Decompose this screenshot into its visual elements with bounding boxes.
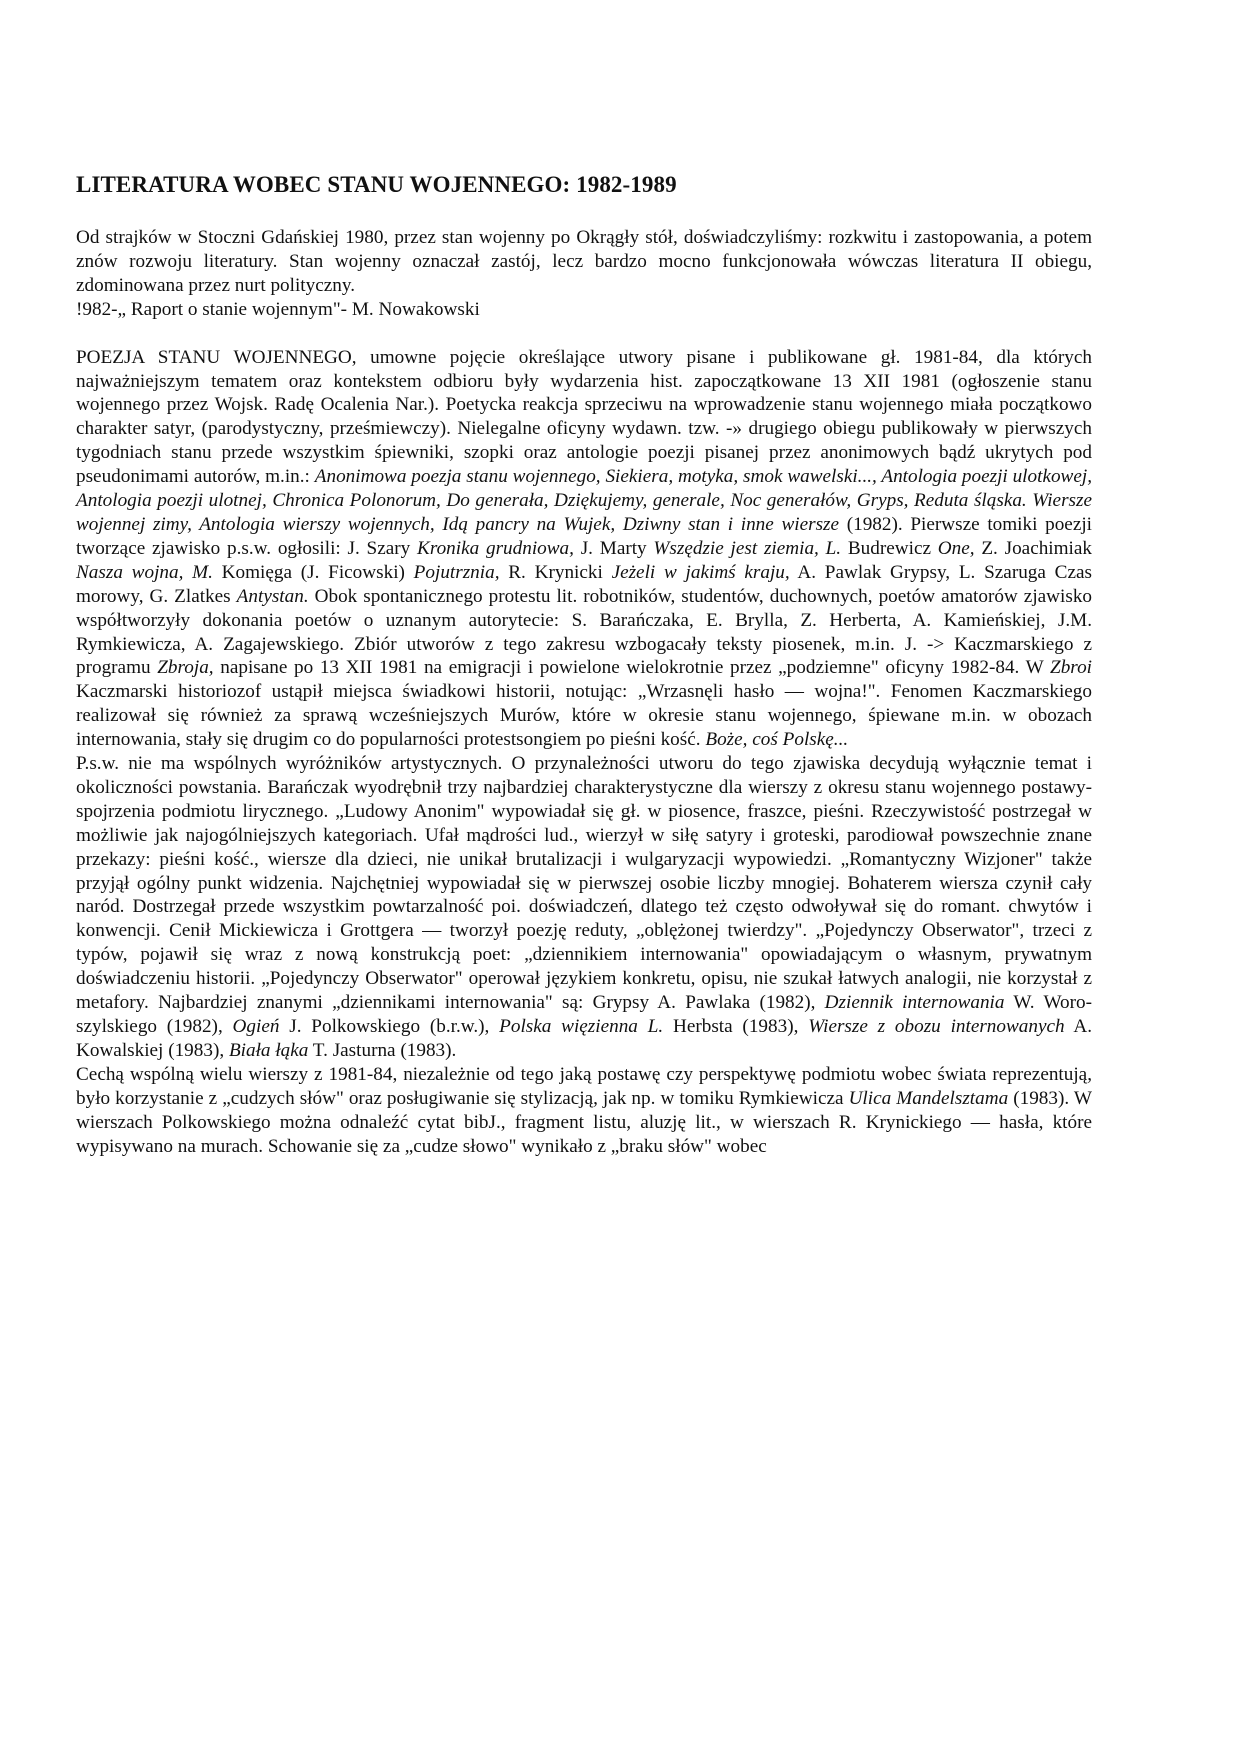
intro-section (76, 226, 1092, 322)
common-feature-paragraph: Cechą wspólną wielu wierszy z 1981-84, niezależnie od tego jaką postawę czy perspektywę podmiotu wobec świata reprezentują, było korzystanie z „cudzych słów" oraz posługiwanie się stylizacją, jak np. w tomiku Rymkiewicza Ulica Mandelsztama (1983). W wierszach Polkowskiego można odnaleźć cytat bibJ., fragment listu, aluzję lit., w wierszach R. Krynickiego — hasła, które wypisywano na murach. Schowanie się za „cudze słowo" wynikało z „braku słów" wobec (76, 1063, 1092, 1157)
artistic-features-paragraph: P.s.w. nie ma wspólnych wyróżników artystycznych. O przynależności utworu do tego zjawiska decydują wyłącznie temat i okoliczności powstania. Barańczak wyodrębnił trzy najbardziej charakterystyczne dla wierszy z okresu stanu wojennego postawy-spojrzenia podmiotu lirycznego. „Ludowy Anonim" wypowiadał się gł. w piosence, fraszce, pieśni. Rzeczywistość postrzegał w możliwie jak najogólniejszych kategoriach. Ufał mądrości lud., wierzył w siłę satyry i groteski, parodiował powszechnie znane przekazy: pieśni kość., wiersze dla dzieci, nie unikał brutalizacji i wulgaryzacji wypowiedzi. „Romantyczny Wizjoner" także przyjął ogólny punkt widzenia. Najchętniej wypowiadał się w pierwszej osobie liczby mnogiej. Bohaterem wiersza czynił cały naród. Dostrzegał przede wszystkim powtarzalność poi. doświadczeń, dlatego też często odwoływał się do romant. chwytów i konwencji. Cenił Mickiewicza i Grottgera — tworzył poezję reduty, „oblężonej twierdzy". „Pojedynczy Obserwator", trzeci z typów, pojawił się wraz z nową konstrukcją poet: „dziennikiem internowania" opowiadającym o własnym, prywatnym doświadczeniu historii. „Pojedynczy Obserwator" operował językiem konkretu, opisu, nie szukał łatwych analogii, nie korzystał z metafory. Najbardziej znanymi „dziennikami internowania" są: Grypsy A. Pawlaka (1982), Dziennik internowania W. Woro-szylskiego (1982), Ogień J. Polkowskiego (b.r.w.), Polska więzienna L. Herbsta (1983), Wiersze z obozu internowanych A. Kowalskiej (1983), Biała łąka T. Jasturna (1983). (76, 753, 1092, 1061)
poetry-martial-law-paragraph: POEZJA STANU WOJENNEGO, umowne pojęcie określające utwory pisane i publikowane gł. 1981-84, dla których najważniejszym tematem oraz kontekstem odbioru były wydarzenia hist. zapoczątkowane 13 XII 1981 (ogłoszenie stanu wojennego przez Wojsk. Radę Ocalenia Nar.). Poetycka reakcja sprzeciwu na wprowadzenie stanu wojennego miała początkowo charakter satyr, (parodystyczny, prześmiewczy). Nielegalne oficyny wydawn. tzw. -» drugiego obiegu publikowały w pierwszych tygodniach stanu przede wszystkim śpiewniki, szopki oraz antologie poezji pisanej przez anonimowych bądź ukrytych pod pseudonimami autorów, m.in.: Anonimowa poezja stanu wojennego, Siekiera, motyka, smok wawelski..., Antologia poezji ulotkowej, Antologia poezji ulotnej, Chronica Polonorum, Do generała, Dziękujemy, generale, Noc generałów, Gryps, Reduta śląska. Wiersze wojennej zimy, Antologia wierszy wojennych, Idą pancry na Wujek, Dziwny stan i inne wiersze (1982). Pierwsze tomiki poezji tworzące zjawisko p.s.w. ogłosili: J. Szary Kronika grudniowa, J. Marty Wszędzie jest ziemia, L. Budrewicz One, Z. Joachimiak Nasza wojna, M. Komięga (J. Ficowski) Pojutrznia, R. Krynicki Jeżeli w jakimś kraju, A. Pawlak Grypsy, L. Szaruga Czas morowy, G. Zlatkes Antystan. Obok spontanicznego protestu lit. robotników, studentów, duchownych, poetów amatorów zjawisko współtworzyły dokonania poetów o uznanym autorytecie: S. Barańczaka, E. Brylla, Z. Herberta, A. Kamieńskiej, J.M. Rymkiewicza, A. Zagajewskiego. Zbiór utworów z tego zakresu wzbogacały teksty piosenek, m.in. J. -> Kaczmarskiego z programu Zbroja, napisane po 13 XII 1981 na emigracji i powielone wielokrotnie przez „podziemne" oficyny 1982-84. W Zbroi Kaczmarski historiozof ustąpił miejsca świadkowi historii, notując: „Wrzasnęli hasło — wojna!". Fenomen Kaczmarskiego realizował się również za sprawą wcześniejszych Murów, które w okresie stanu wojennego, śpiewane m.in. w obozach internowania, stały się drugim co do popularności protestsongiem po pieśni kość. Boże, coś Polskę... (76, 346, 1093, 751)
document-content (76, 168, 1092, 1158)
main-body (76, 346, 1092, 1159)
intro-paragraph: Od strajków w Stoczni Gdańskiej 1980, przez stan wojenny po Okrągły stół, doświadczyliśmy: rozkwitu i zastopowania, a potem znów rozwoju literatury. Stan wojenny oznaczał zastój, lecz bardzo mocno funkcjonowała wówczas literatura II obiegu, zdominowana przez nurt polityczny. (76, 227, 1092, 296)
paragraph-gap (76, 322, 1092, 346)
document-title: LITERATURA WOBEC STANU WOJENNEGO: 1982-1989 (76, 172, 677, 197)
intro-reference-line: !982-„ Raport o stanie wojennym"- M. Nowakowski (76, 298, 480, 320)
